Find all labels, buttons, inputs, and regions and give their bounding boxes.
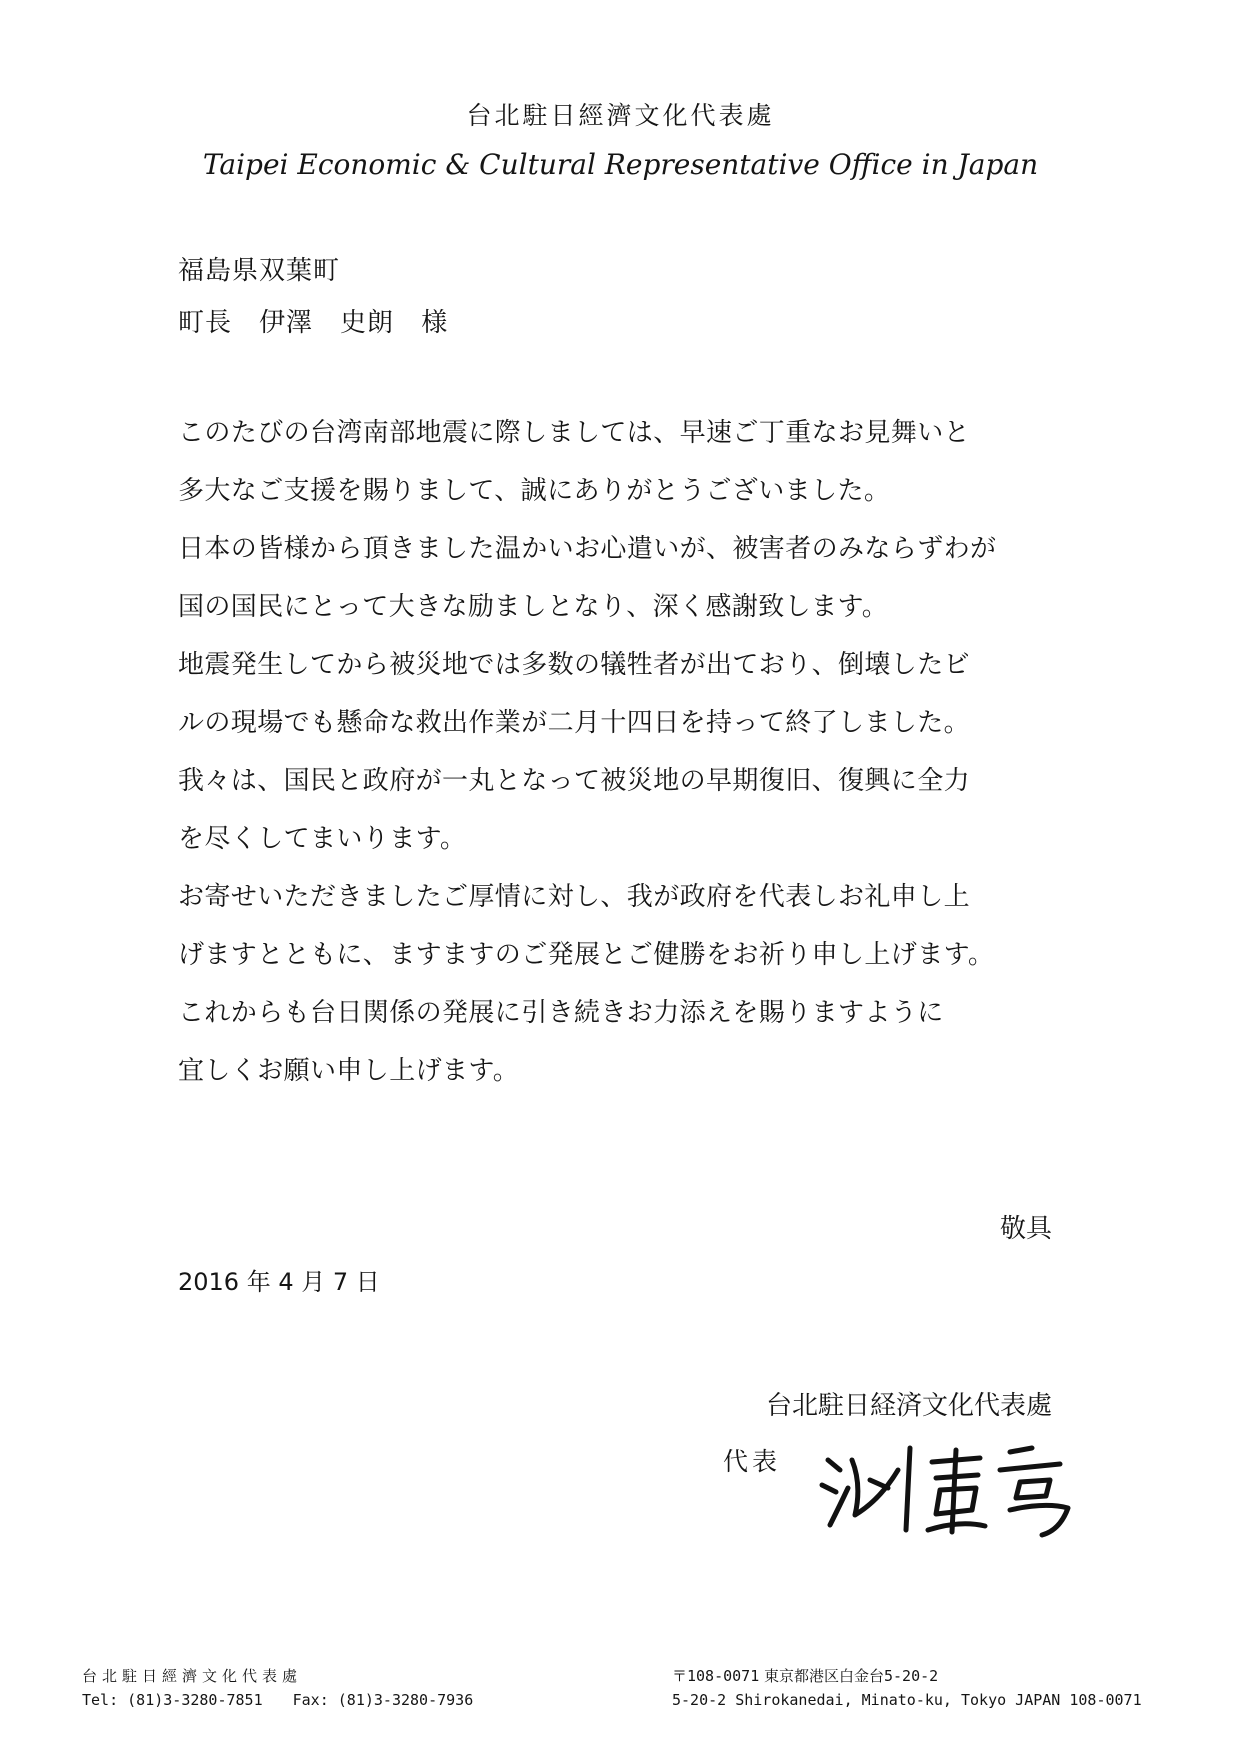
- handwritten-signature: [810, 1430, 1090, 1540]
- body-line: 日本の皆様から頂きました温かいお心遣いが、被害者のみならずわが: [178, 534, 997, 564]
- body-line: 国の国民にとって大きな励ましとなり、深く感謝致します。: [178, 592, 889, 622]
- footer-address-en: 5-20-2 Shirokanedai, Minato-ku, Tokyo JAPAN 108-0071: [672, 1691, 1142, 1709]
- letterhead-chinese: 台北駐日經濟文化代表處: [466, 101, 775, 130]
- footer-tel: Tel: (81)3-3280-7851: [82, 1691, 263, 1709]
- body-line: を尽くしてまいります。: [178, 824, 467, 854]
- body-line: 地震発生してから被災地では多数の犠牲者が出ており、倒壊したビ: [178, 650, 971, 680]
- body-line: 我々は、国民と政府が一丸となって被災地の早期復旧、復興に全力: [178, 766, 971, 796]
- body-line: これからも台日関係の発展に引き続きお力添えを賜りますように: [178, 998, 944, 1028]
- signatory-title: 代表: [723, 1447, 782, 1476]
- footer-right: [672, 1664, 1142, 1712]
- footer-left: [82, 1664, 473, 1712]
- footer-contact: [82, 1688, 473, 1712]
- signatory-organization: 台北駐日経済文化代表處: [765, 1391, 1052, 1421]
- recipient-line-2: 町長 伊澤 史朗 様: [178, 308, 449, 338]
- footer-organization: 台北駐日經濟文化代表處: [82, 1667, 303, 1685]
- body-line: げますとともに、ますますのご発展とご健勝をお祈り申し上げます。: [178, 940, 995, 970]
- body-line: ルの現場でも懸命な救出作業が二月十四日を持って終了しました。: [178, 708, 971, 738]
- body-line: お寄せいただきましたご厚情に対し、我が政府を代表しお礼申し上: [178, 882, 971, 912]
- body-line: このたびの台湾南部地震に際しましては、早速ご丁重なお見舞いと: [178, 418, 971, 448]
- letterhead-english: Taipei Economic & Cultural Representative Office in Japan: [202, 148, 1039, 181]
- body-line: 多大なご支援を賜りまして、誠にありがとうございました。: [178, 476, 891, 506]
- closing-salutation: 敬具: [999, 1214, 1052, 1244]
- body-line: 宜しくお願い申し上げます。: [178, 1056, 520, 1086]
- footer-fax: Fax: (81)3-3280-7936: [292, 1691, 474, 1709]
- footer-postal-code: 〒108-0071: [672, 1667, 760, 1685]
- footer-address-jp: 東京都港区白金台5-20-2: [764, 1667, 939, 1685]
- letter-date: 2016 年 4 月 7 日: [178, 1268, 380, 1296]
- recipient-line-1: 福島県双葉町: [178, 256, 341, 286]
